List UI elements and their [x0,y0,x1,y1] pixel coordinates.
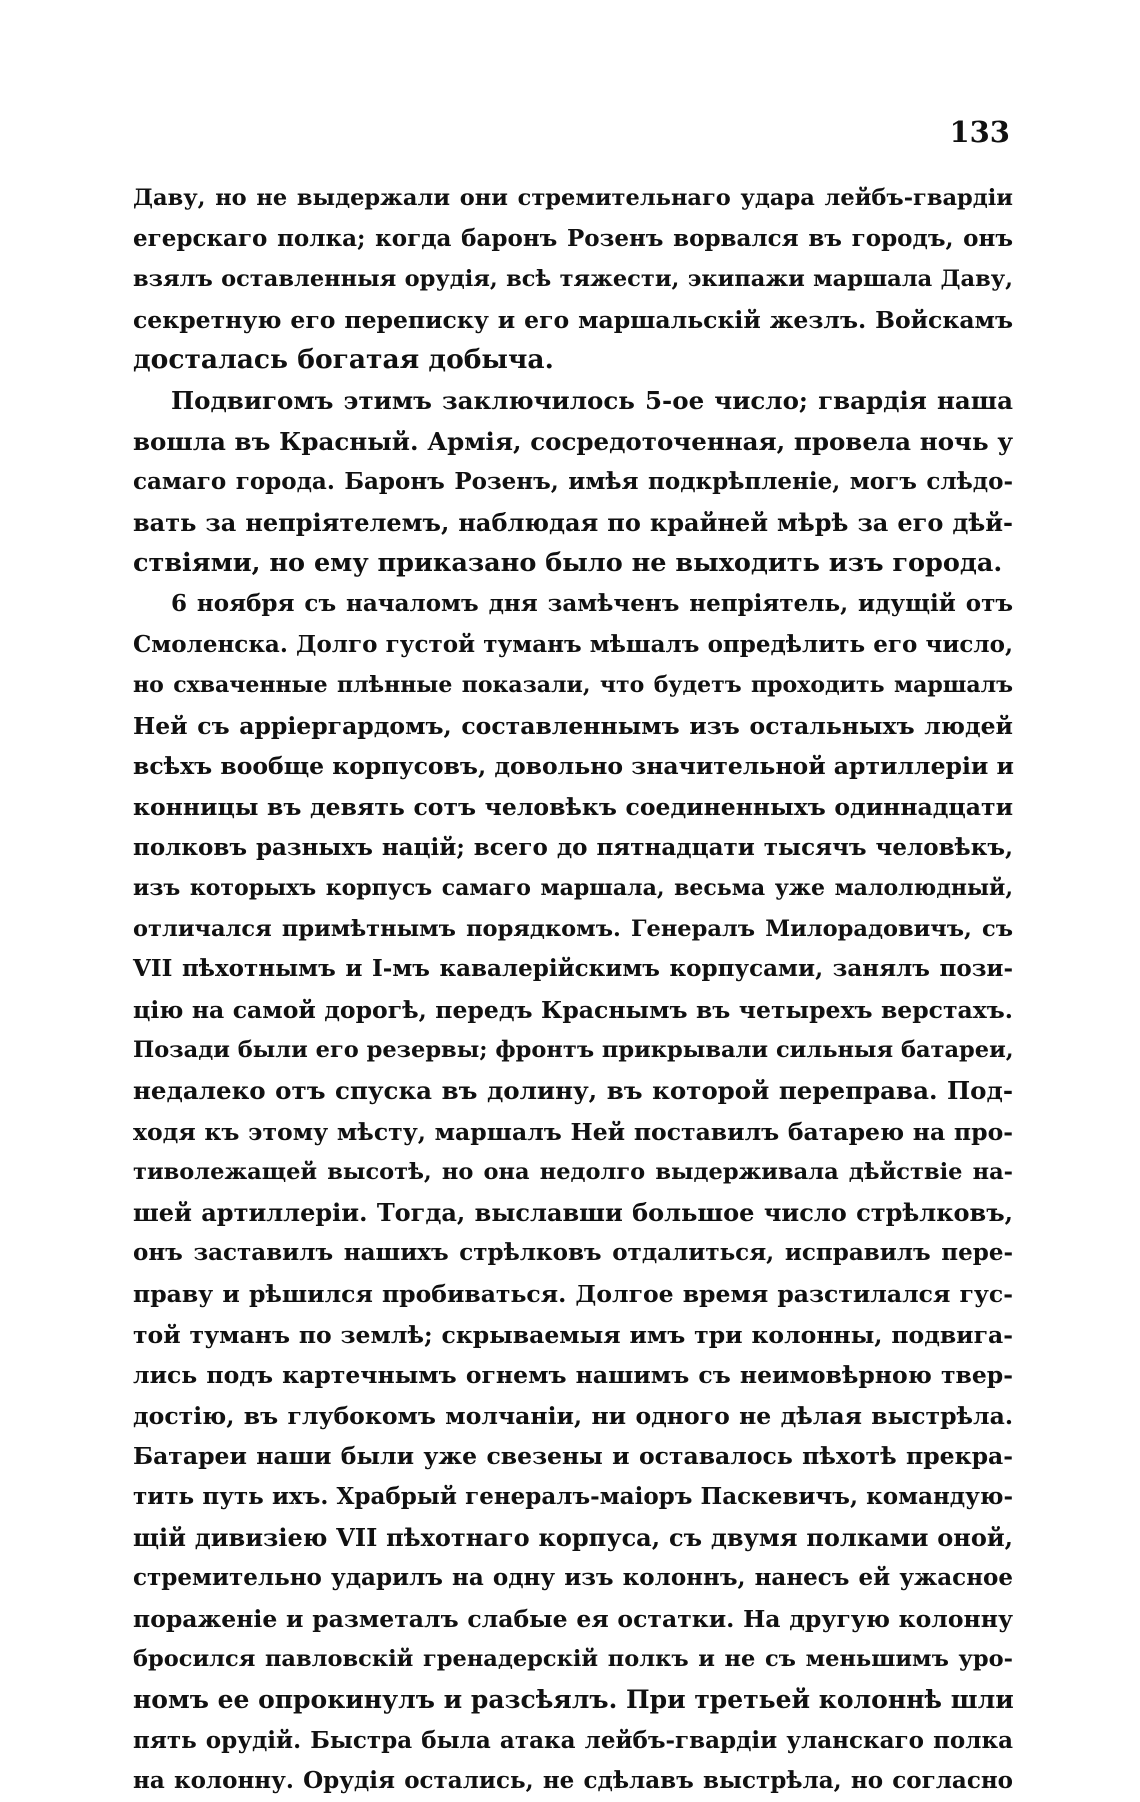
text-line: 6 ноября съ началомъ дня замѣченъ непріятель, идущій отъ [171,589,1013,617]
page-number: 133 [949,115,1010,149]
text-line: ходя къ этому мѣсту, маршалъ Ней поставилъ батарею на про- [133,1117,1013,1146]
text-line: щій дивизіею VII пѣхотнаго корпуса, съ двумя полками оной, [133,1522,1013,1552]
text-line: егерскаго полка; когда баронъ Розенъ ворвался въ городъ, онъ [133,224,1013,252]
text-line: пораженіе и разметалъ слабые ея остатки. На другую колонну [133,1604,1013,1633]
text-line: Смоленска. Долго густой туманъ мѣшалъ опредѣлить его число, [133,630,1013,658]
text-line: шей артиллеріи. Тогда, выславши большое число стрѣлковъ, [133,1197,1013,1227]
text-line: вошла въ Красный. Армія, сосредоточенная, провела ночь у [133,426,1013,456]
text-line: той туманъ по землѣ; скрываемыя имъ три колонны, подвига- [133,1320,1013,1349]
text-line: всѣхъ вообще корпусовъ, довольно значительной артиллеріи и [133,752,1014,781]
text-line: VII пѣхотнымъ и I-мъ кавалерійскимъ корпусами, занялъ пози- [133,955,1013,983]
text-line: вать за непріятелемъ, наблюдая по крайней мѣрѣ за его дѣй- [133,507,1013,537]
text-line: досталась богатая добыча. [133,344,554,376]
text-line: но схваченные плѣнные показали, что будетъ проходить маршалъ [133,672,1013,699]
text-line: тиволежащей высотѣ, но она недолго выдерживала дѣйствіе на- [133,1159,1013,1186]
text-line: лись подъ картечнымъ огнемъ нашимъ съ неимовѣрною твер- [133,1361,1013,1390]
text-line: полковъ разныхъ націй; всего до пятнадцати тысячъ человѣкъ, [133,833,1013,861]
text-line: праву и рѣшился пробиваться. Долгое время разстилался гус- [133,1280,1013,1309]
text-line: конницы въ девять сотъ человѣкъ соединенныхъ одиннадцати [133,792,1013,821]
text-line: тить путь ихъ. Храбрый генералъ-маіоръ Паскевичъ, командую- [133,1483,1013,1510]
text-line: достію, въ глубокомъ молчаніи, ни одного не дѣлая выстрѣла. [133,1401,1013,1430]
text-line: бросился павловскій гренадерскій полкъ и не съ меньшимъ уро- [133,1646,1013,1673]
text-line: на колонну. Орудія остались, не сдѣлавъ выстрѣла, но согласно [133,1767,1013,1795]
text-line: изъ которыхъ корпусъ самаго маршала, весьма уже малолюдный, [133,875,1013,902]
text-line: недалеко отъ спуска въ долину, въ которой переправа. Под- [133,1076,1013,1106]
text-line: отличался примѣтнымъ порядкомъ. Генералъ Милорадовичъ, съ [133,915,1013,942]
text-line: секретную его переписку и его маршальскій жезлъ. Войскамъ [133,305,1013,334]
body-text [133,178,1013,1802]
text-line: цію на самой дорогѣ, передъ Краснымъ въ четырехъ верстахъ. [133,995,1013,1024]
text-line: ствіями, но ему приказано было не выходить изъ города. [133,548,1003,579]
text-line: Позади были его резервы; фронтъ прикрывали сильныя батареи, [133,1037,1014,1064]
text-line: онъ заставилъ нашихъ стрѣлковъ отдалиться, исправилъ пере- [133,1239,1013,1267]
text-line: стремительно ударилъ на одну изъ колоннъ, нанесъ ей ужасное [133,1564,1013,1592]
text-line: номъ ее опрокинулъ и разсѣялъ. При третьей колоннѣ шли [133,1684,1014,1714]
text-line: самаго города. Баронъ Розенъ, имѣя подкрѣпленіе, могъ слѣдо- [133,468,1013,496]
text-line: пять орудій. Быстра была атака лейбъ-гвардіи уланскаго полка [133,1726,1013,1754]
text-line: Даву, но не выдержали они стремительнаго удара лейбъ-гвардіи [133,185,1013,211]
text-line: Батареи наши были уже свезены и оставалось пѣхотѣ прекра- [133,1442,1013,1471]
text-line: взялъ оставленныя орудія, всѣ тяжести, экипажи маршала Даву, [133,266,1013,293]
text-line: Подвигомъ этимъ заключилось 5-ое число; гвардія наша [171,385,1013,415]
text-line: Ней съ арріергардомъ, составленнымъ изъ остальныхъ людей [133,711,1013,740]
